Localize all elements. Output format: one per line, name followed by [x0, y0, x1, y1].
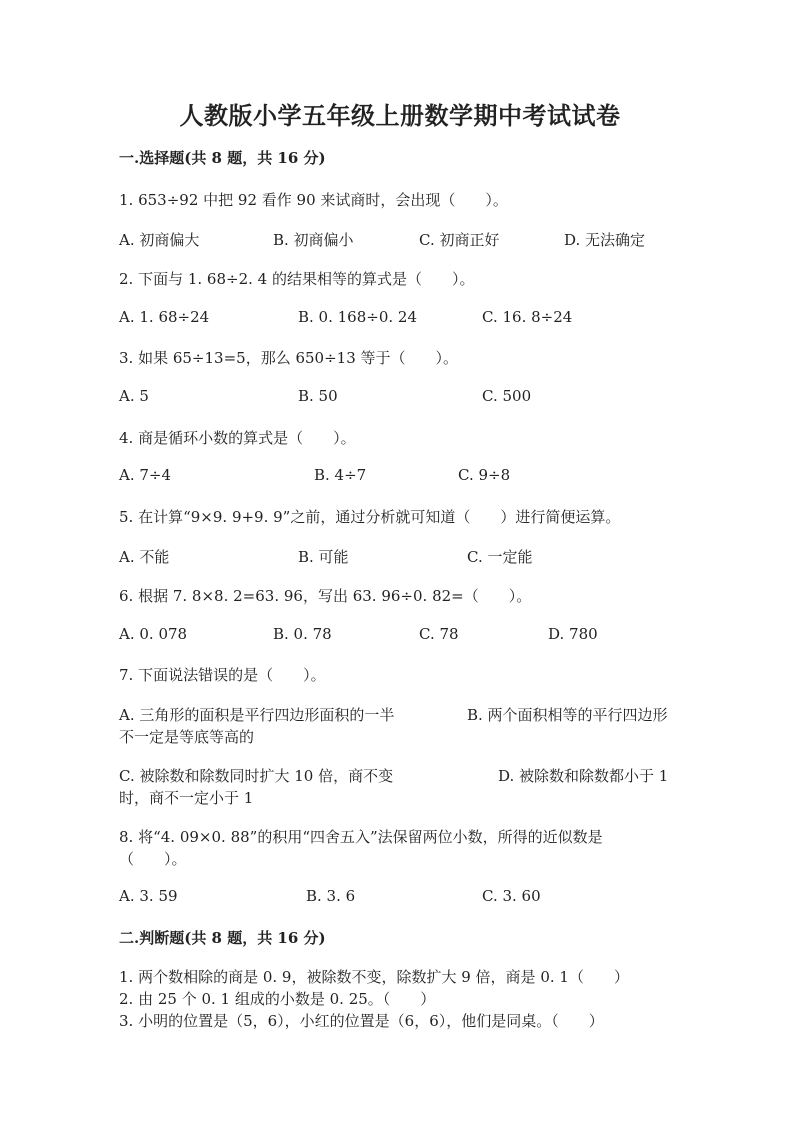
option-c: C. 3. 60: [482, 887, 541, 905]
judgment-item: 2. 由 25 个 0. 1 组成的小数是 0. 25。（ ）: [119, 990, 436, 1008]
option-b: B. 50: [298, 387, 338, 405]
option-c: C. 9÷8: [458, 466, 511, 484]
option-b: B. 4÷7: [314, 466, 367, 484]
option-a: A. 3. 59: [119, 887, 178, 905]
option-c: C. 78: [419, 625, 459, 643]
option-b: B. 两个面积相等的平行四边形: [467, 706, 668, 724]
question-stem: 7. 下面说法错误的是（ ）。: [119, 666, 326, 684]
option-c: C. 一定能: [467, 548, 533, 566]
option-a: A. 三角形的面积是平行四边形面积的一半: [119, 706, 395, 724]
question-stem-continued: （ ）。: [119, 850, 187, 868]
option-b: B. 0. 78: [273, 625, 332, 643]
option-b: B. 初商偏小: [273, 231, 354, 249]
option-a: A. 不能: [119, 548, 170, 566]
option-c: C. 500: [482, 387, 532, 405]
judgment-item: 1. 两个数相除的商是 0. 9，被除数不变，除数扩大 9 倍，商是 0. 1（ ）: [119, 968, 629, 986]
section-heading-judgment: 二.判断题(共 8 题，共 16 分): [119, 929, 326, 947]
section-heading-choice: 一.选择题(共 8 题，共 16 分): [119, 149, 326, 167]
exam-title: 人教版小学五年级上册数学期中考试试卷: [179, 101, 621, 130]
question-stem: 8. 将“4. 09×0. 88”的积用“四舍五入”法保留两位小数，所得的近似数是: [119, 828, 603, 846]
option-a: A. 1. 68÷24: [119, 308, 210, 326]
question-stem: 4. 商是循环小数的算式是（ ）。: [119, 429, 356, 447]
question-stem: 5. 在计算“9×9. 9+9. 9”之前，通过分析就可知道（ ）进行简便运算。: [119, 508, 621, 526]
option-b: B. 0. 168÷0. 24: [298, 308, 418, 326]
option-c: C. 初商正好: [419, 231, 500, 249]
option-c: C. 被除数和除数同时扩大 10 倍，商不变: [119, 767, 394, 785]
option-a: A. 初商偏大: [119, 231, 200, 249]
option-b: B. 3. 6: [306, 887, 356, 905]
judgment-item: 3. 小明的位置是（5，6），小红的位置是（6，6），他们是同桌。（ ）: [119, 1012, 604, 1030]
option-b: B. 可能: [298, 548, 349, 566]
option-d-continued: 时，商不一定小于 1: [119, 789, 254, 807]
question-stem: 3. 如果 65÷13=5，那么 650÷13 等于（ ）。: [119, 349, 459, 367]
option-c: C. 16. 8÷24: [482, 308, 573, 326]
question-stem: 6. 根据 7. 8×8. 2=63. 96，写出 63. 96÷0. 82=（ ）。: [119, 587, 532, 605]
option-d: D. 被除数和除数都小于 1: [498, 767, 669, 785]
option-a: A. 7÷4: [119, 466, 172, 484]
option-d: D. 无法确定: [564, 231, 646, 249]
option-b-continued: 不一定是等底等高的: [119, 728, 255, 746]
option-d: D. 780: [548, 625, 598, 643]
question-stem: 2. 下面与 1. 68÷2. 4 的结果相等的算式是（ ）。: [119, 270, 475, 288]
question-stem: 1. 653÷92 中把 92 看作 90 来试商时，会出现（ ）。: [119, 191, 508, 209]
option-a: A. 0. 078: [119, 625, 188, 643]
option-a: A. 5: [119, 387, 149, 405]
